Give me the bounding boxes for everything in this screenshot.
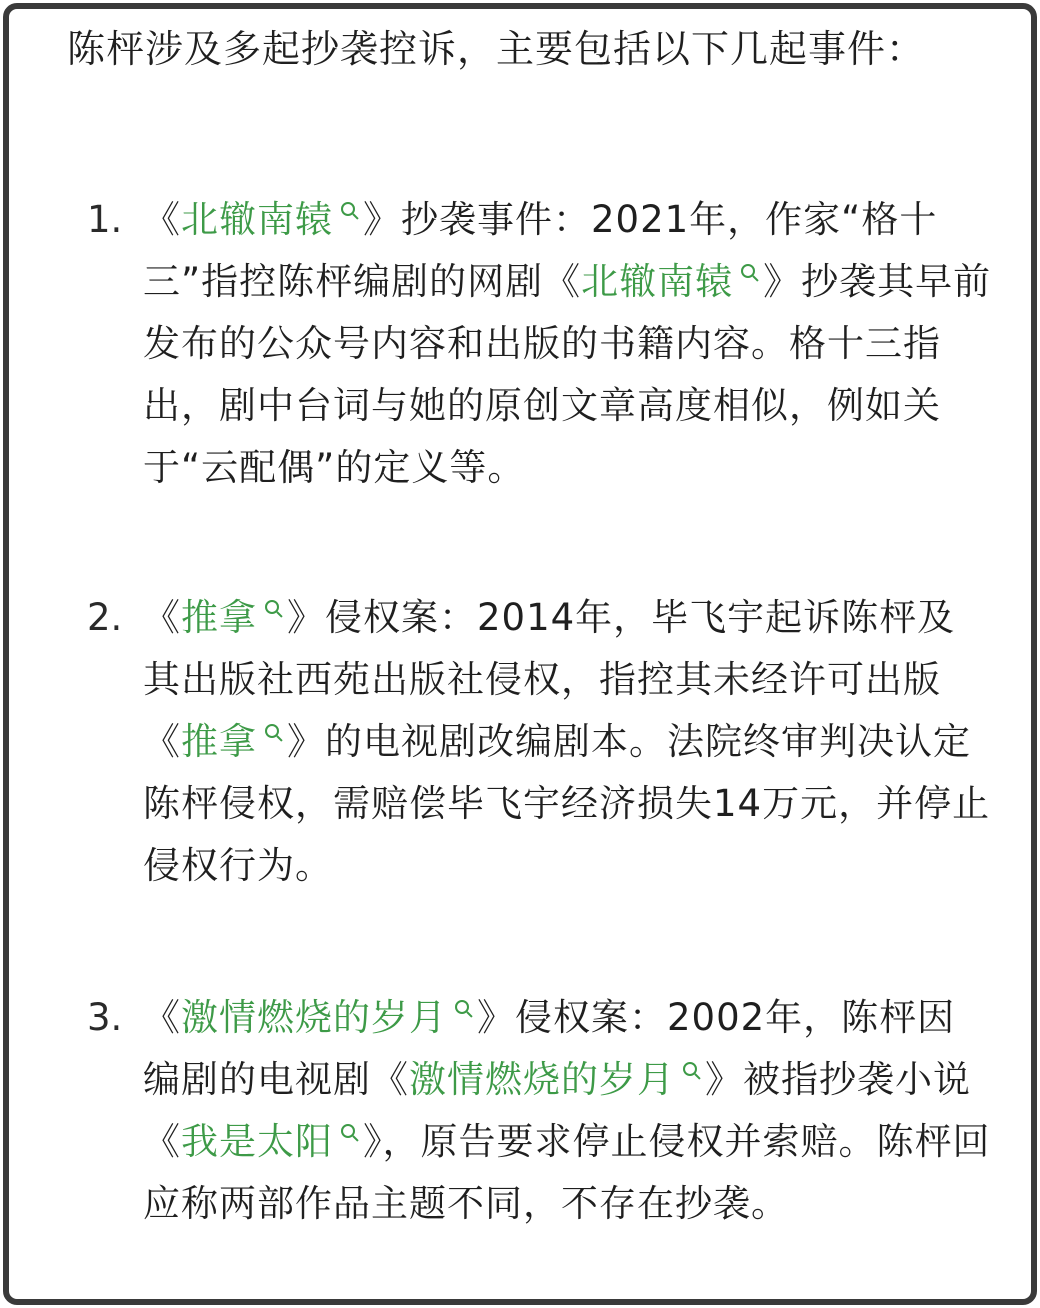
- item-text: 《推拿 》侵权案：2014年，毕飞宇起诉陈枰及其出版社西苑出版社侵权，指控其未经许可出版《推拿 》的电视剧改编剧本。法院终审判决认定陈枰侵权，需赔偿毕飞宇经济损失14万元，并停止侵权行为。: [143, 596, 991, 887]
- list-item: [77, 189, 997, 499]
- search-link-tuina[interactable]: 推拿: [181, 720, 257, 763]
- list-item: [77, 987, 997, 1235]
- search-icon[interactable]: [263, 598, 285, 620]
- list-item: [77, 587, 997, 897]
- search-icon[interactable]: [339, 1122, 361, 1144]
- search-link-jiqing-ranshao[interactable]: 激情燃烧的岁月: [181, 996, 447, 1039]
- item-text: 《激情燃烧的岁月 》侵权案：2002年，陈枰因编剧的电视剧《激情燃烧的岁月 》被指抄袭小说《我是太阳 》，原告要求停止侵权并索赔。陈枰回应称两部作品主题不同，不存在抄袭。: [143, 996, 991, 1225]
- search-link-beizhe-nanyuan[interactable]: 北辙南辕: [181, 198, 333, 241]
- search-link-tuina[interactable]: 推拿: [181, 596, 257, 639]
- search-link-beizhe-nanyuan[interactable]: 北辙南辕: [581, 260, 734, 303]
- search-icon[interactable]: [739, 262, 761, 284]
- search-link-jiqing-ranshao[interactable]: 激情燃烧的岁月: [409, 1058, 675, 1101]
- item-number: 1.: [87, 198, 123, 241]
- item-number: 2.: [87, 596, 123, 639]
- content-card: [3, 3, 1037, 1305]
- search-icon[interactable]: [453, 998, 475, 1020]
- search-icon[interactable]: [339, 200, 361, 222]
- intro-text: 陈枰涉及多起抄袭控诉，主要包括以下几起事件：: [67, 27, 926, 71]
- item-number: 3.: [87, 996, 123, 1039]
- search-icon[interactable]: [681, 1060, 703, 1082]
- search-icon[interactable]: [263, 722, 285, 744]
- item-text: 《北辙南辕 》抄袭事件：2021年，作家“格十三”指控陈枰编剧的网剧《北辙南辕 》抄袭其早前发布的公众号内容和出版的书籍内容。格十三指出，剧中台词与她的原创文章高度相似，例如关于“云配偶”的定义等。: [143, 198, 992, 489]
- search-link-woshi-taiyang[interactable]: 我是太阳: [181, 1120, 333, 1163]
